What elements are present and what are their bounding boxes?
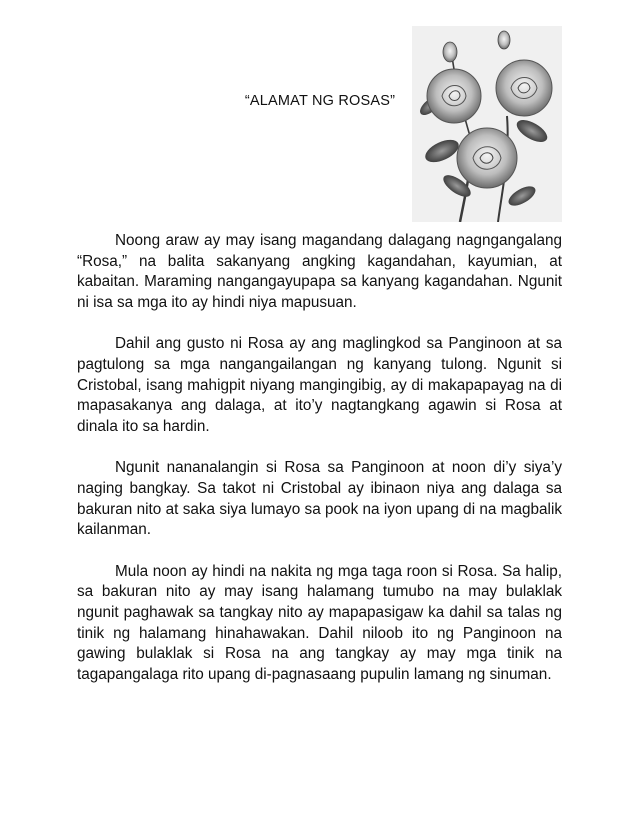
story-body [77,231,562,706]
paragraph: Ngunit nananalangin si Rosa sa Panginoon at noon di’y siya’y naging bangkay. Sa takot ni Cristobal ay ibinaon niya ang dalaga sa bakuran nito at saka siya lumayo sa pook na iyon upang di na magbalik kailanman. [77,459,562,539]
paragraph: Noong araw ay may isang magandang dalagang nagngangalang “Rosa,” na balita sakanyang angking kagandahan, kayumian, at kabaitan. Maraming nangangayupapa sa kanyang kagandahan. Ngunit ni isa sa mga ito ay hindi niya mapusuan. [77,232,562,311]
roses-illustration [412,26,562,222]
document-title: “ALAMAT NG ROSAS” [244,93,396,109]
paragraph: Mula noon ay hindi na nakita ng mga taga roon si Rosa. Sa halip, sa bakuran nito ay may isang halamang tumubo na may bulaklak ngunit paghawak sa tangkay nito ay mapapasigaw ka dahil sa talas ng tinik ng halamang hinahawakan. Dahil niloob ito ng Panginoon na gawing bulaklak si Rosa na ang tangkay ay may mga tinik na tagapangalaga rito upang di-pagnasaang pupulin lamang ng sinuman. [77,562,562,683]
paragraph: Dahil ang gusto ni Rosa ay ang maglingkod sa Panginoon at sa pagtulong sa mga nangangailangan ng kanyang tulong. Ngunit si Cristobal, isang mahigpit niyang mangingibig, ay di makapapayag na di mapasakanya ang dalaga, at ito’y nagtangkang agawin si Rosa at dinala ito sa hardin. [77,335,562,435]
